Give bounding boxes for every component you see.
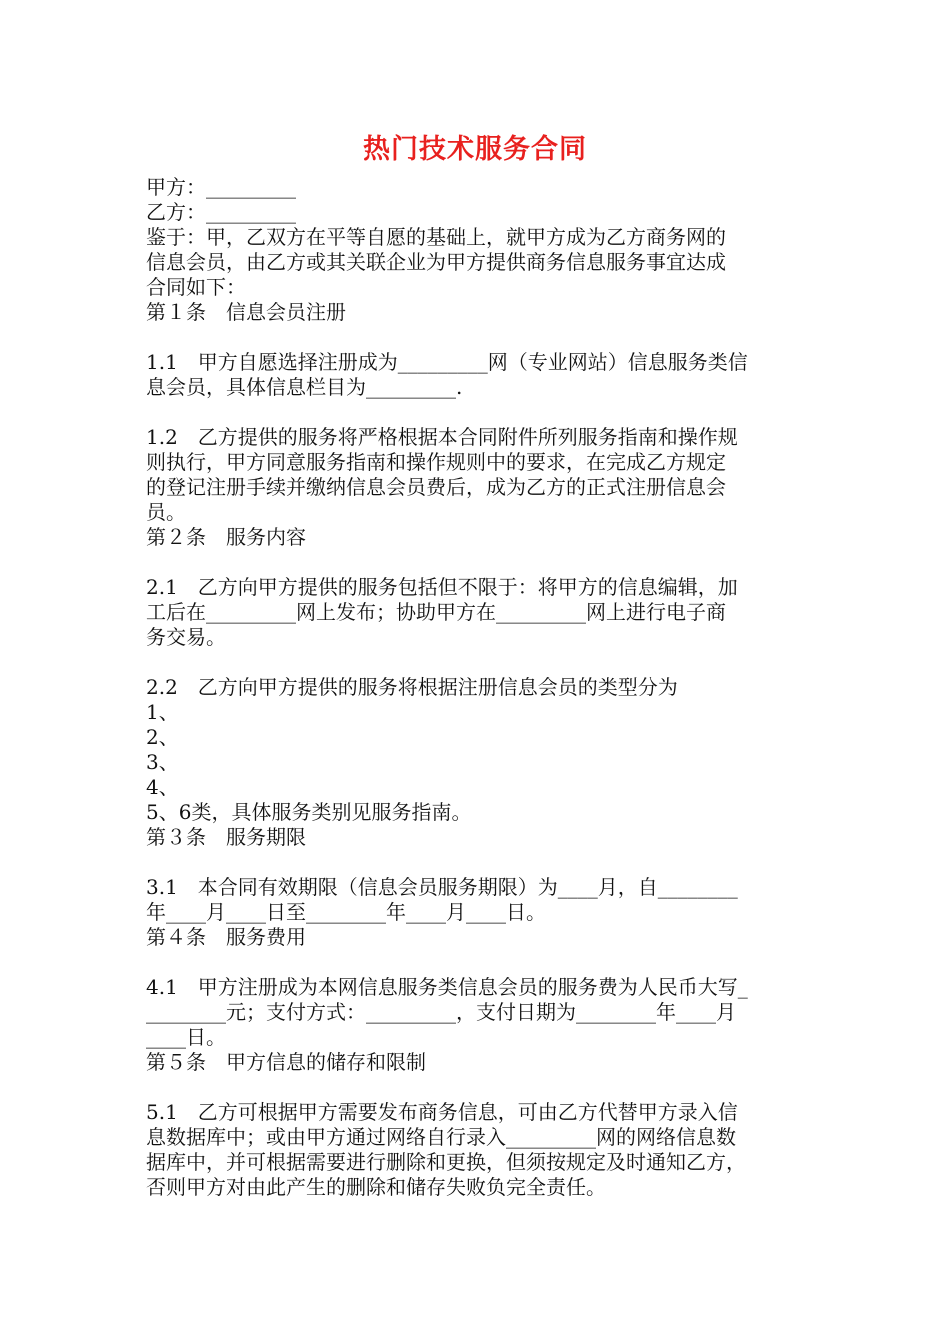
text-line: 1.2 乙方提供的服务将严格根据本合同附件所列服务指南和操作规 (146, 425, 738, 449)
text-line: 1、 (146, 700, 179, 724)
text-line: 鉴于：甲，乙双方在平等自愿的基础上，就甲方成为乙方商务网的 (146, 225, 726, 249)
text-line: 据库中，并可根据需要进行删除和更换，但须按规定及时通知乙方， (146, 1150, 746, 1174)
blank-line (146, 650, 818, 675)
text-line: 第４条 服务费用 (146, 925, 306, 949)
text-line: ________元；支付方式：_________，支付日期为________年____月 (146, 1000, 736, 1024)
text-line: 第３条 服务期限 (146, 825, 306, 849)
document-title: 热门技术服务合同 (363, 134, 587, 165)
text-line: 否则甲方对由此产生的删除和储存失败负完全责任。 (146, 1175, 606, 1199)
text-line: 信息会员，由乙方或其关联企业为甲方提供商务信息服务事宜达成 (146, 250, 726, 274)
blank-line (146, 950, 818, 975)
text-line: 4、 (146, 775, 179, 799)
blank-line (146, 550, 818, 575)
text-line: 的登记注册手续并缴纳信息会员费后，成为乙方的正式注册信息会 (146, 475, 726, 499)
text-line: 第５条 甲方信息的储存和限制 (146, 1050, 426, 1074)
text-line: 2.2 乙方向甲方提供的服务将根据注册信息会员的类型分为 (146, 675, 678, 699)
text-line: 2.1 乙方向甲方提供的服务包括但不限于：将甲方的信息编辑，加 (146, 575, 738, 599)
text-line: 甲方：_________ (146, 175, 296, 199)
text-line: ____日。 (146, 1025, 226, 1049)
text-line: 息会员，具体信息栏目为_________. (146, 375, 463, 399)
text-line: 第１条 信息会员注册 (146, 300, 346, 324)
blank-line (146, 400, 818, 425)
text-line: 4.1 甲方注册成为本网信息服务类信息会员的服务费为人民币大写_ (146, 975, 748, 999)
text-line: 1.1 甲方自愿选择注册成为_________网（专业网站）信息服务类信 (146, 350, 748, 374)
text-line: 5、6类，具体服务类别见服务指南。 (146, 800, 472, 824)
blank-line (146, 1075, 818, 1100)
text-line: 2、 (146, 725, 179, 749)
text-line: 年____月____日至________年____月____日。 (146, 900, 546, 924)
text-line: 5.1 乙方可根据甲方需要发布商务信息，可由乙方代替甲方录入信 (146, 1100, 738, 1124)
blank-line (146, 325, 818, 350)
text-line: 3、 (146, 750, 179, 774)
text-line: 则执行，甲方同意服务指南和操作规则中的要求，在完成乙方规定 (146, 450, 726, 474)
text-line: 员。 (146, 500, 186, 524)
text-line: 工后在_________网上发布；协助甲方在_________网上进行电子商 (146, 600, 726, 624)
text-line: 息数据库中；或由甲方通过网络自行录入_________网的网络信息数 (146, 1125, 736, 1149)
text-line: 3.1 本合同有效期限（信息会员服务期限）为____月，自________ (146, 875, 738, 899)
text-line: 合同如下： (146, 275, 246, 299)
blank-line (146, 850, 818, 875)
text-line: 第２条 服务内容 (146, 525, 306, 549)
text-line: 乙方：_________ (146, 200, 296, 224)
document-body (146, 175, 818, 1200)
text-line: 务交易。 (146, 625, 226, 649)
